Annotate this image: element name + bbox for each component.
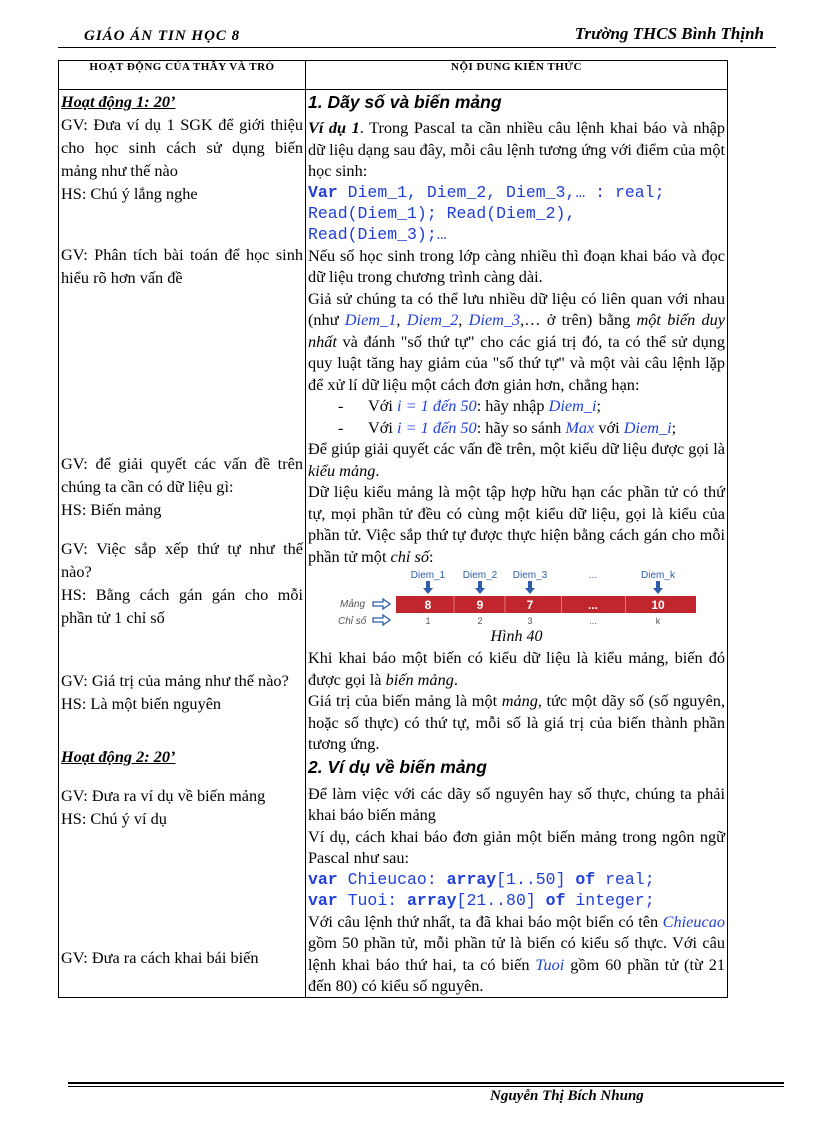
footer-rule: [68, 1086, 784, 1087]
activity-2-heading: Hoạt động 2: 20’: [61, 747, 176, 766]
array-figure-svg: [308, 569, 723, 627]
array-index: 1: [425, 616, 431, 626]
example-paragraph: Ví dụ 1. Trong Pascal ta cần nhiều câu lệnh khai báo và nhập dữ liệu dạng sau đây, mỗi câu lệnh tương ứng với điểm của một học sinh:: [308, 118, 725, 180]
footer-rule: [68, 1082, 784, 1084]
array-label-arrow-icon: [373, 599, 390, 609]
column-header-activities: HOẠT ĐỘNG CỦA THẦY VÀ TRÒ: [59, 61, 306, 90]
array-index: ...: [589, 616, 597, 626]
column-header-content: NỘI DUNG KIẾN THỨC: [306, 61, 728, 90]
element-name-label: ...: [588, 570, 598, 581]
activity-text: GV: Đưa ra ví dụ về biến mảng: [61, 786, 266, 805]
activity-text: HS: Biến mảng: [61, 500, 162, 519]
paragraph: Giá trị của biến mảng là một mảng, tức một dãy số (số nguyên, hoặc số thực) có thứ tự, mỗi số là giá trị của biến thành phần tương ứng.: [308, 691, 726, 753]
code-line: Read(Diem_1); Read(Diem_2),: [308, 203, 576, 223]
section-2-heading: 2. Ví dụ về biến mảng: [308, 756, 487, 777]
activity-text: HS: Chú ý ví dụ: [61, 809, 167, 828]
element-name-label: Diem_3: [512, 570, 548, 581]
down-arrow-icon: [653, 581, 663, 594]
array-value: 10: [651, 598, 665, 612]
activity-text: GV: Đưa ra cách khai bái biến: [61, 948, 259, 967]
paragraph: Để làm việc với các dãy số nguyên hay số thực, chúng ta phải khai báo biến mảng: [308, 783, 725, 824]
activity-text: HS: Chú ý lắng nghe: [61, 184, 198, 203]
header-school-name: Trường THCS Bình Thịnh: [574, 24, 764, 43]
paragraph: Nếu số học sinh trong lớp càng nhiều thì đoạn khai báo và đọc dữ liệu trong chương trình càng dài.: [308, 245, 725, 286]
footer-author: Nguyễn Thị Bích Nhung: [490, 1088, 644, 1104]
code-line: var Chieucao: array[1..50] of real;: [308, 869, 655, 889]
activity-text: HS: Là một biến nguyên: [61, 694, 222, 713]
paragraph: Ví dụ, cách khai báo đơn giản một biến mảng trong ngôn ngữ Pascal như sau:: [308, 826, 725, 867]
lesson-table: [58, 60, 728, 998]
activity-1-heading: Hoạt động 1: 20’: [61, 92, 176, 111]
code-line: Var Diem_1, Diem_2, Diem_3,… : real;: [308, 182, 665, 202]
code-line: Read(Diem_3);…: [308, 224, 447, 244]
example-label: Ví dụ 1: [308, 118, 360, 137]
down-arrow-icon: [475, 581, 485, 594]
header-left-title: GIÁO ÁN TIN HỌC 8: [84, 28, 241, 44]
paragraph: Để giúp giải quyết các vấn đề trên, một kiểu dữ liệu được gọi là kiểu mảng.: [308, 439, 725, 480]
index-row-label: Chỉ số: [338, 616, 367, 627]
paragraph: Khi khai báo một biến có kiểu dữ liệu là kiểu mảng, biến đó được gọi là biến mảng.: [308, 648, 725, 689]
array-row-label: Mảng: [340, 599, 366, 610]
activity-text: GV: Phân tích bài toán để học sinh hiểu rõ hơn vấn đề: [61, 245, 303, 287]
content-column: [306, 90, 728, 998]
bullet-item: - Với i = 1 đến 50: hãy nhập Diem_i;: [338, 396, 602, 415]
array-index: 3: [527, 616, 533, 626]
activity-text: GV: Đưa ví dụ 1 SGK để giới thiệu cho học sinh cách sử dụng biến mảng như thế nào: [61, 115, 303, 180]
activity-text: GV: Việc sắp xếp thứ tự như thế nào?: [61, 539, 303, 581]
element-name-label: Diem_k: [641, 570, 675, 581]
activity-text: HS: Bằng cách gán gán cho mỗi phần tử 1 chỉ số: [61, 585, 303, 627]
array-value: ...: [587, 598, 599, 612]
array-index: k: [655, 616, 661, 626]
element-name-label: Diem_2: [462, 570, 498, 581]
bullet-item: - Với i = 1 đến 50: hãy so sánh Max với Diem_i;: [338, 417, 677, 437]
paragraph: Giả sử chúng ta có thể lưu nhiều dữ liệu có liên quan với nhau (như Diem_1, Diem_2, Diem_3,… ở trên) bằng một biến duy nhất và đánh "số thứ tự" cho các giá trị đó, ta có thể sử dụng quy luật tăng hay giảm của "số thứ tự" và một vài câu lệnh lặp để xử lí dữ liệu một cách đơn giản hơn, chẳng hạn:: [308, 288, 726, 394]
code-line: var Tuoi: array[21..80] of integer;: [308, 890, 655, 910]
array-value: 8: [424, 598, 432, 612]
array-value: 9: [476, 598, 484, 612]
down-arrow-icon: [525, 581, 535, 594]
array-index: 2: [477, 616, 483, 626]
element-name-label: Diem_1: [410, 570, 446, 581]
down-arrow-icon: [423, 581, 433, 594]
header-rule: [58, 47, 776, 48]
array-value: 7: [526, 598, 534, 612]
paragraph: Với câu lệnh thứ nhất, ta đã khai báo một biến có tên Chieucao gồm 50 phần tử, mỗi phần tử là biến có kiểu số thực. Với câu lệnh khai báo thứ hai, ta có biến Tuoi gồm 60 phần tử (từ 21 đến 80) có kiểu số nguyên.: [308, 911, 725, 995]
activity-text: GV: để giải quyết các vấn đề trên chúng ta cần có dữ liệu gì:: [61, 454, 303, 496]
array-figure: [308, 569, 725, 627]
paragraph: Dữ liệu kiểu mảng là một tập hợp hữu hạn các phần tử có thứ tự, mọi phần tử đều có cùng một kiểu dữ liệu, gọi là kiểu của phần tử. Việc sắp thứ tự được thực hiện bằng cách gán cho mỗi phần tử một chỉ số:: [308, 482, 725, 566]
index-label-arrow-icon: [373, 615, 390, 625]
activities-column: [59, 90, 306, 998]
activity-text: GV: Giá trị của mảng như thế nào?: [61, 671, 289, 690]
figure-caption: Hình 40: [490, 628, 543, 645]
section-1-heading: 1. Dãy số và biến mảng: [308, 92, 502, 112]
